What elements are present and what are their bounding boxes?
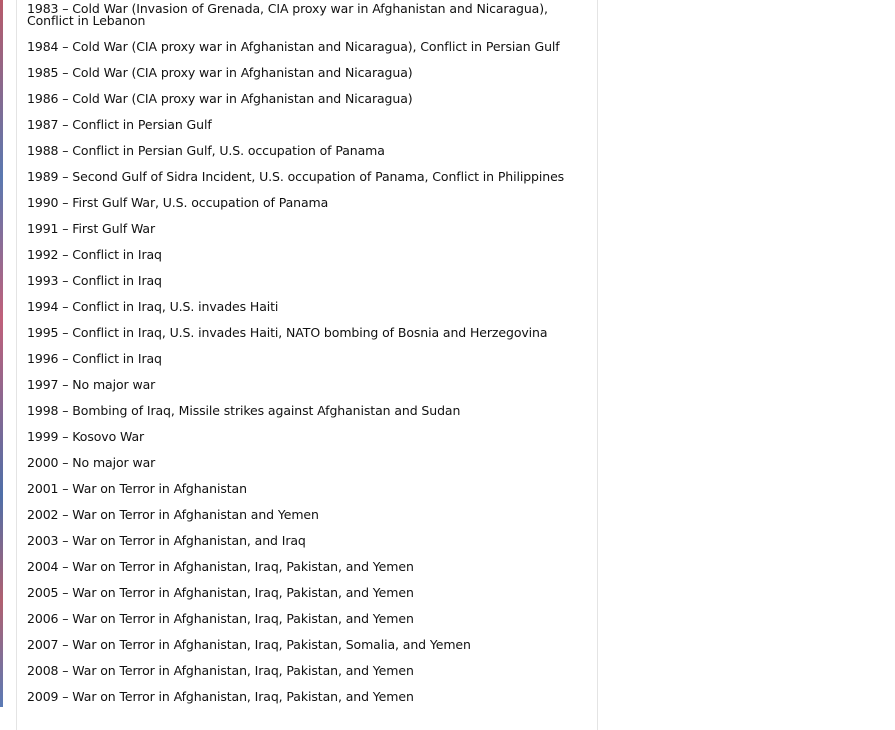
list-item: 1987 – Conflict in Persian Gulf (27, 117, 212, 132)
list-item: 1997 – No major war (27, 377, 156, 392)
list-item: 2007 – War on Terror in Afghanistan, Iraq, Pakistan, Somalia, and Yemen (27, 637, 471, 652)
list-item: 2001 – War on Terror in Afghanistan (27, 481, 247, 496)
list-item: 2005 – War on Terror in Afghanistan, Iraq, Pakistan, and Yemen (27, 585, 414, 600)
list-item: 1999 – Kosovo War (27, 429, 145, 444)
list-item: 1990 – First Gulf War, U.S. occupation of Panama (27, 195, 329, 210)
list-item: 2003 – War on Terror in Afghanistan, and Iraq (27, 533, 306, 548)
list-item: 2002 – War on Terror in Afghanistan and Yemen (27, 507, 319, 522)
list-item: 2009 – War on Terror in Afghanistan, Iraq, Pakistan, and Yemen (27, 689, 414, 704)
list-item: 1994 – Conflict in Iraq, U.S. invades Haiti (27, 299, 279, 314)
list-item: 2008 – War on Terror in Afghanistan, Iraq, Pakistan, and Yemen (27, 663, 414, 678)
list-item: 1995 – Conflict in Iraq, U.S. invades Haiti, NATO bombing of Bosnia and Herzegovina (27, 325, 548, 340)
list-item: 1993 – Conflict in Iraq (27, 273, 162, 288)
list-item: 1988 – Conflict in Persian Gulf, U.S. occupation of Panama (27, 143, 385, 158)
war-timeline-list (27, 3, 583, 717)
list-item: 2006 – War on Terror in Afghanistan, Iraq, Pakistan, and Yemen (27, 611, 414, 626)
list-item: 1991 – First Gulf War (27, 221, 156, 236)
list-item: 1983 – Cold War (Invasion of Grenada, CIA proxy war in Afghanistan and Nicaragua), Conflict in Lebanon (27, 1, 548, 28)
list-item: 1992 – Conflict in Iraq (27, 247, 162, 262)
list-item: 1996 – Conflict in Iraq (27, 351, 162, 366)
list-item: 1989 – Second Gulf of Sidra Incident, U.S. occupation of Panama, Conflict in Philippines (27, 169, 565, 184)
list-item: 1985 – Cold War (CIA proxy war in Afghanistan and Nicaragua) (27, 65, 413, 80)
list-item: 1986 – Cold War (CIA proxy war in Afghanistan and Nicaragua) (27, 91, 413, 106)
window-edge (0, 0, 3, 707)
list-item: 2004 – War on Terror in Afghanistan, Iraq, Pakistan, and Yemen (27, 559, 414, 574)
list-item: 1984 – Cold War (CIA proxy war in Afghanistan and Nicaragua), Conflict in Persian Gulf (27, 39, 560, 54)
list-item: 1998 – Bombing of Iraq, Missile strikes against Afghanistan and Sudan (27, 403, 461, 418)
list-item: 2000 – No major war (27, 455, 156, 470)
